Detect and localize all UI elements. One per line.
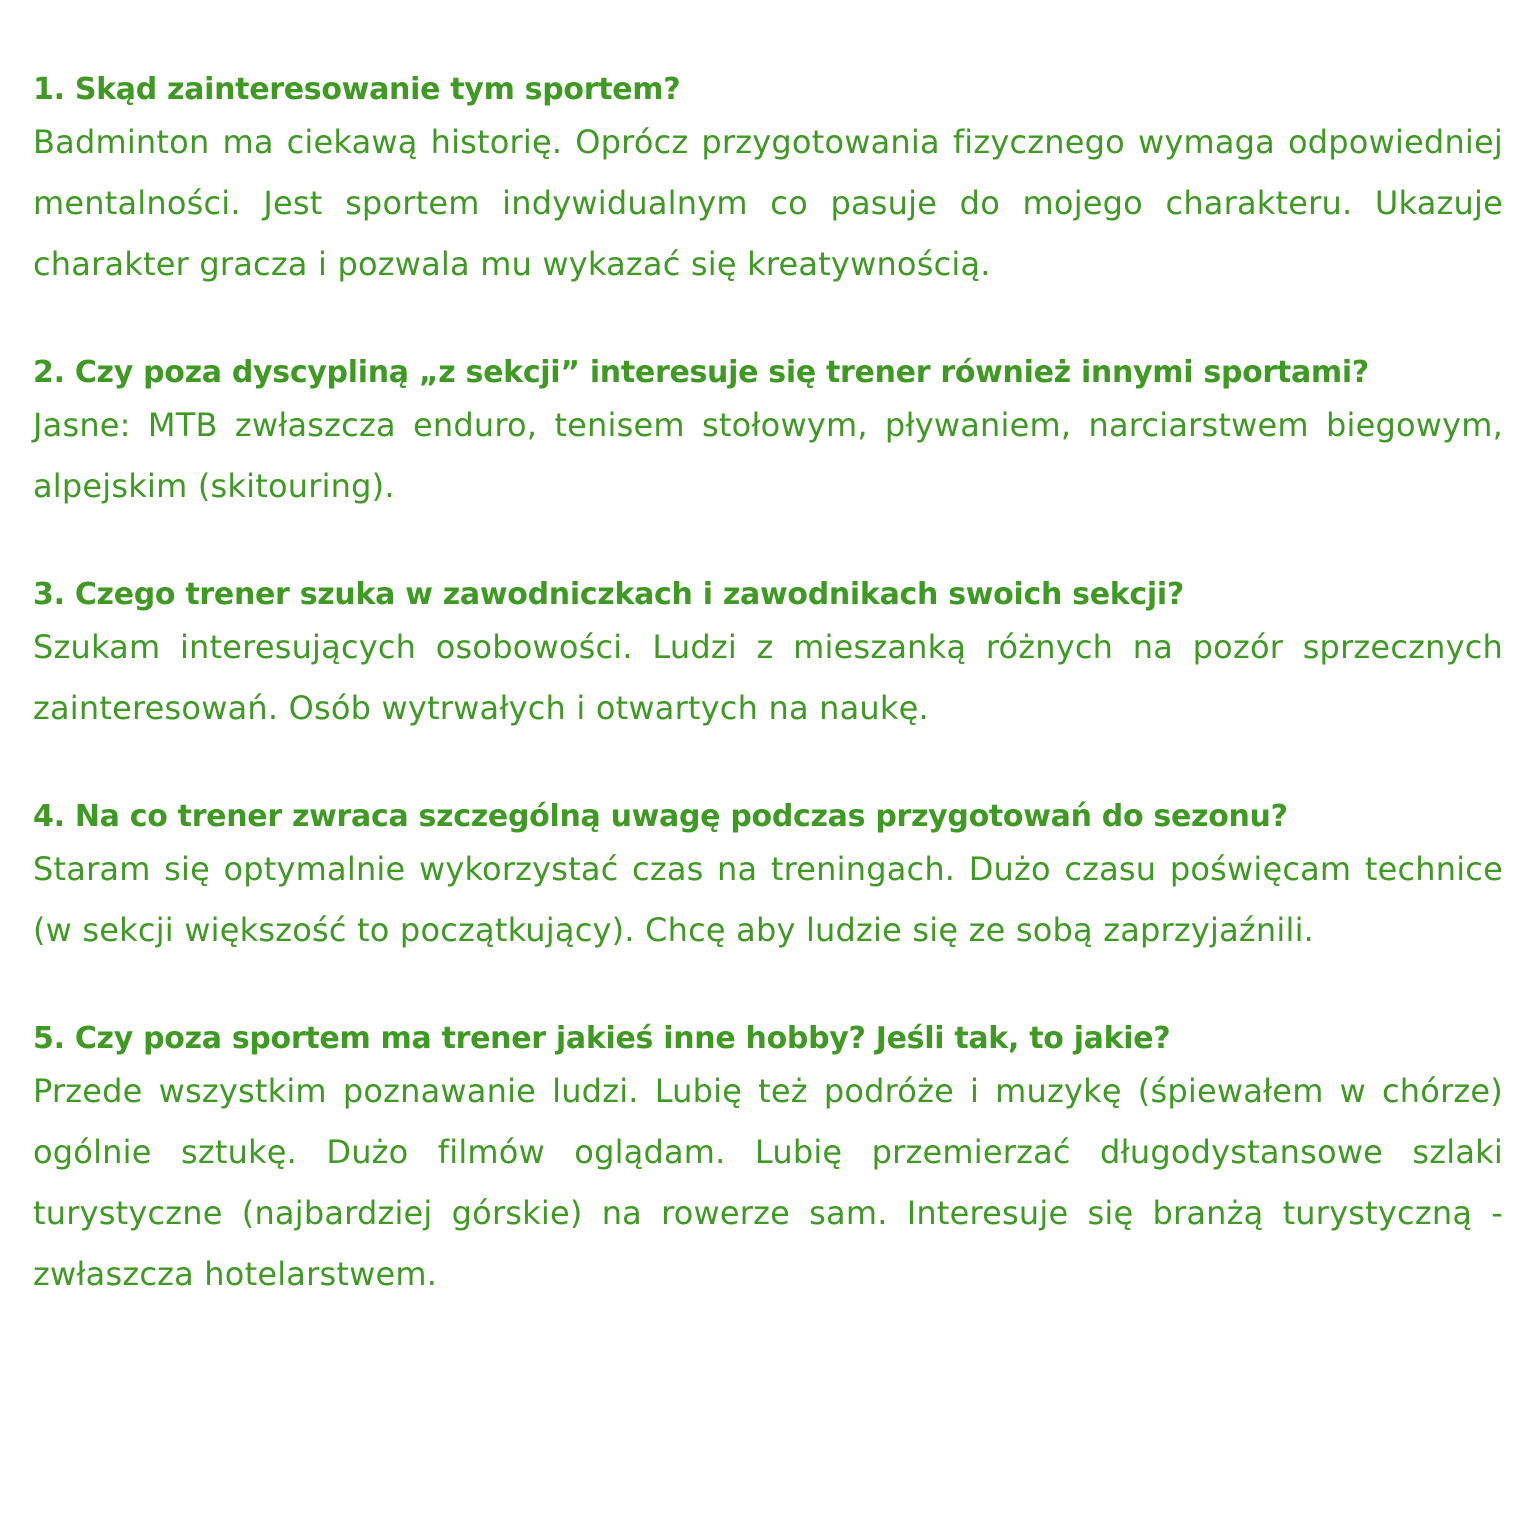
answer-2: Jasne: MTB zwłaszcza enduro, tenisem stołowym, pływaniem, narciarstwem biegowym, alpejskim (skitouring). bbox=[33, 406, 1503, 505]
qa-item-4 bbox=[33, 795, 1503, 961]
question-5: 5. Czy poza sportem ma trener jakieś inne hobby? Jeśli tak, to jakie? bbox=[33, 1021, 1171, 1056]
question-4: 4. Na co trener zwraca szczególną uwagę podczas przygotowań do sezonu? bbox=[33, 799, 1288, 834]
answer-3: Szukam interesujących osobowości. Ludzi z mieszanką różnych na pozór sprzecznych zainteresowań. Osób wytrwałych i otwartych na naukę. bbox=[33, 628, 1503, 727]
qa-item-3 bbox=[33, 573, 1503, 739]
answer-1: Badminton ma ciekawą historię. Oprócz przygotowania fizycznego wymaga odpowiedniej mentalności. Jest sportem indywidualnym co pasuje do mojego charakteru. Ukazuje charakter gracza i pozwala mu wykazać się kreatywnością. bbox=[33, 123, 1503, 283]
qa-item-2 bbox=[33, 351, 1503, 517]
question-3: 3. Czego trener szuka w zawodniczkach i zawodnikach swoich sekcji? bbox=[33, 577, 1184, 612]
answer-5: Przede wszystkim poznawanie ludzi. Lubię też podróże i muzykę (śpiewałem w chórze) ogólnie sztukę. Dużo filmów oglądam. Lubię przemierzać długodystansowe szlaki turystyczne (najbardziej górskie) na rowerze sam. Interesuje się branżą turystyczną - zwłaszcza hotelarstwem. bbox=[33, 1072, 1503, 1293]
qa-item-1 bbox=[33, 68, 1503, 295]
qa-item-5 bbox=[33, 1017, 1503, 1305]
question-2: 2. Czy poza dyscypliną „z sekcji” interesuje się trener również innymi sportami? bbox=[33, 355, 1369, 390]
question-1: 1. Skąd zainteresowanie tym sportem? bbox=[33, 72, 681, 107]
answer-4: Staram się optymalnie wykorzystać czas na treningach. Dużo czasu poświęcam technice (w sekcji większość to początkujący). Chcę aby ludzie się ze sobą zaprzyjaźnili. bbox=[33, 850, 1503, 949]
